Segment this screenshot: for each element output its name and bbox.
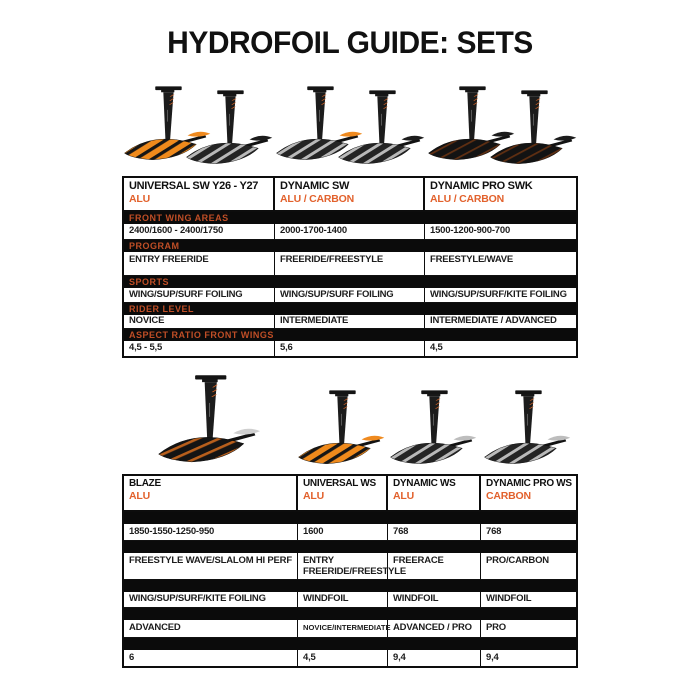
spec-value: 4,5 bbox=[430, 342, 443, 354]
product-name: BLAZE bbox=[129, 478, 161, 489]
foil-image-universal-sw bbox=[122, 82, 274, 170]
spec-value: WINDFOIL bbox=[486, 593, 532, 605]
spec-value: 1500-1200-900-700 bbox=[430, 225, 511, 237]
foil-image-dynamic-pro-swk bbox=[426, 82, 578, 170]
spec-value: 5,6 bbox=[275, 341, 425, 356]
content-area bbox=[122, 72, 578, 668]
hydrofoil-carbon-icon bbox=[489, 86, 577, 174]
spec-value: 6 bbox=[124, 650, 298, 666]
foil-image-blaze bbox=[122, 370, 296, 474]
row-rider-level bbox=[124, 620, 576, 638]
product-material: CARBON bbox=[486, 490, 531, 502]
spec-value: PRO/CARBON bbox=[486, 555, 549, 566]
band-sports: SPORTS bbox=[124, 276, 576, 288]
table1-col-dynamic-pro-swk bbox=[425, 178, 576, 210]
table1-header bbox=[124, 178, 576, 212]
band-separator bbox=[124, 541, 576, 553]
product-material: ALU / CARBON bbox=[430, 193, 505, 205]
product-material: ALU bbox=[129, 193, 150, 205]
row-front-wing-areas bbox=[124, 524, 576, 541]
band-front-wing-areas: FRONT WING AREAS bbox=[124, 212, 576, 224]
foil-image-dynamic-pro-ws bbox=[479, 386, 574, 474]
table2-col-universal-ws bbox=[298, 476, 388, 510]
row-sports bbox=[124, 592, 576, 608]
band-program: PROGRAM bbox=[124, 240, 576, 252]
foil-image-dynamic-ws bbox=[386, 386, 479, 474]
spec-value: 9,4 bbox=[486, 651, 499, 663]
spec-value: INTERMEDIATE / ADVANCED bbox=[430, 315, 557, 327]
spec-value: 2400/1600 - 2400/1750 bbox=[124, 224, 275, 239]
spec-value: ENTRY FREERIDE bbox=[124, 252, 275, 275]
spec-value: ADVANCED / PRO bbox=[388, 620, 481, 637]
spec-value: WINDFOIL bbox=[388, 592, 481, 607]
spec-value: 9,4 bbox=[388, 650, 481, 666]
spec-table-ws-sets bbox=[122, 474, 578, 668]
spec-value: WING/SUP/SURF/KITE FOILING bbox=[430, 288, 567, 300]
spec-value: 4,5 - 5,5 bbox=[124, 341, 275, 356]
foil-image-dynamic-sw bbox=[274, 82, 426, 170]
spec-value: PRO bbox=[486, 622, 506, 634]
spec-value: WING/SUP/SURF FOILING bbox=[124, 288, 275, 302]
band-separator bbox=[124, 512, 576, 524]
foil-images-row-2 bbox=[122, 372, 578, 474]
spec-value: FREERIDE/FREESTYLE bbox=[275, 252, 425, 275]
band-separator bbox=[124, 608, 576, 620]
foil-image-universal-ws bbox=[296, 386, 386, 474]
hydrofoil-dark-striped-icon bbox=[483, 386, 571, 474]
product-material: ALU / CARBON bbox=[280, 193, 355, 205]
row-program bbox=[124, 252, 576, 276]
product-material: ALU bbox=[303, 490, 324, 502]
row-rider-level bbox=[124, 315, 576, 329]
spec-value: 768 bbox=[486, 525, 502, 537]
row-sports bbox=[124, 288, 576, 303]
foil-images-row-1 bbox=[122, 72, 578, 170]
product-name: UNIVERSAL SW Y26 - Y27 bbox=[129, 180, 259, 192]
spec-value: ENTRY FREERIDE/FREESTYLE bbox=[298, 553, 388, 579]
spec-table-sw-sets bbox=[122, 176, 578, 358]
row-aspect-ratio bbox=[124, 341, 576, 356]
spec-value: FREESTYLE/WAVE bbox=[430, 254, 514, 265]
product-name: DYNAMIC PRO WS bbox=[486, 478, 572, 489]
hydrofoil-orange-striped-icon bbox=[297, 386, 385, 474]
spec-value: FREERACE bbox=[388, 553, 481, 579]
row-front-wing-areas bbox=[124, 224, 576, 240]
product-name: UNIVERSAL WS bbox=[303, 478, 376, 489]
spec-value: FREESTYLE WAVE/SLALOM HI PERF bbox=[124, 553, 298, 579]
product-name: DYNAMIC SW bbox=[280, 180, 350, 192]
spec-value: ADVANCED bbox=[124, 620, 298, 637]
row-aspect-ratio bbox=[124, 650, 576, 666]
spec-value: NOVICE/INTERMEDIATE bbox=[298, 620, 388, 637]
spec-value: WING/SUP/SURF/KITE FOILING bbox=[124, 592, 298, 607]
page-title: HYDROFOIL GUIDE: SETS bbox=[167, 25, 533, 61]
hydrofoil-blaze-carbon-icon bbox=[157, 370, 261, 474]
table2-col-dynamic-ws bbox=[388, 476, 481, 510]
hydrofoil-dark-striped-icon bbox=[185, 86, 273, 174]
spec-value: 2000-1700-1400 bbox=[275, 224, 425, 239]
table2-header bbox=[124, 476, 576, 512]
table1-col-dynamic-sw bbox=[275, 178, 425, 210]
band-separator bbox=[124, 638, 576, 650]
hydrofoil-dark-striped-icon bbox=[389, 386, 477, 474]
product-material: ALU bbox=[393, 490, 414, 502]
product-name: DYNAMIC PRO SWK bbox=[430, 180, 533, 192]
row-program bbox=[124, 553, 576, 580]
table1-col-universal-sw bbox=[124, 178, 275, 210]
band-aspect-ratio: ASPECT RATIO FRONT WINGS bbox=[124, 329, 576, 341]
band-rider-level: RIDER LEVEL bbox=[124, 303, 576, 315]
spec-value: NOVICE bbox=[124, 315, 275, 328]
spec-value: 4,5 bbox=[298, 650, 388, 666]
spec-value: 768 bbox=[388, 524, 481, 540]
spec-value: WING/SUP/SURF FOILING bbox=[275, 288, 425, 302]
hydrofoil-dark-striped-icon bbox=[337, 86, 425, 174]
spec-value: 1850-1550-1250-950 bbox=[124, 524, 298, 540]
product-material: ALU bbox=[129, 490, 150, 502]
spec-value: 1600 bbox=[298, 524, 388, 540]
product-name: DYNAMIC WS bbox=[393, 478, 456, 489]
band-separator bbox=[124, 580, 576, 592]
table2-col-blaze bbox=[124, 476, 298, 510]
spec-value: WINDFOIL bbox=[298, 592, 388, 607]
spec-value: INTERMEDIATE bbox=[275, 315, 425, 328]
table2-col-dynamic-pro-ws bbox=[481, 476, 576, 510]
